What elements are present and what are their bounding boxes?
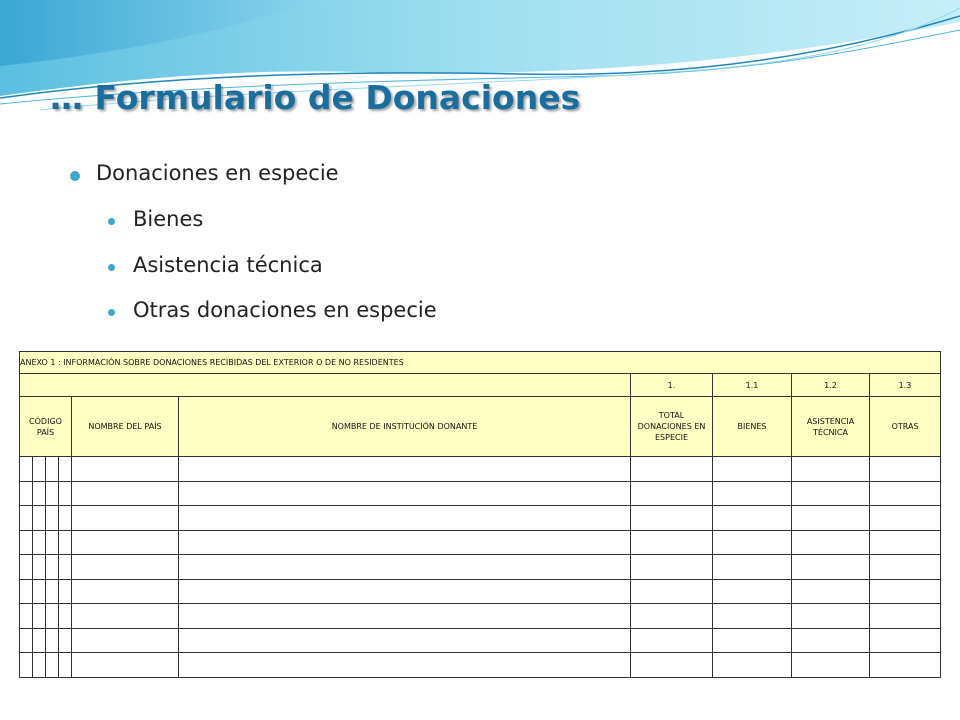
total-cell[interactable] [631, 579, 713, 604]
code-digit-cell[interactable] [46, 530, 59, 555]
institution-cell[interactable] [179, 481, 631, 506]
institution-cell[interactable] [179, 555, 631, 580]
col-number-total: 1. [631, 374, 713, 397]
number-row-spacer [20, 374, 631, 397]
otras-cell[interactable] [870, 530, 941, 555]
col-number-otras: 1.3 [870, 374, 941, 397]
total-cell[interactable] [631, 530, 713, 555]
code-digit-cell[interactable] [20, 530, 33, 555]
table-row [20, 555, 941, 580]
total-cell[interactable] [631, 457, 713, 482]
header-codigo-pais [20, 397, 72, 457]
header-total-donaciones [631, 397, 713, 457]
institution-cell[interactable] [179, 530, 631, 555]
code-digit-cell[interactable] [33, 628, 46, 653]
total-cell[interactable] [631, 628, 713, 653]
donations-form-table [19, 351, 941, 678]
institution-cell[interactable] [179, 653, 631, 678]
bullet-dot-icon [108, 218, 115, 225]
asistencia-cell[interactable] [792, 628, 870, 653]
asistencia-cell[interactable] [792, 481, 870, 506]
bienes-cell[interactable] [713, 628, 792, 653]
bienes-cell[interactable] [713, 481, 792, 506]
code-digit-cell[interactable] [33, 506, 46, 531]
otras-cell[interactable] [870, 506, 941, 531]
country-name-cell[interactable] [72, 628, 179, 653]
code-digit-cell[interactable] [59, 481, 72, 506]
code-digit-cell[interactable] [59, 555, 72, 580]
header-line: DONACIONES EN [637, 422, 706, 431]
bullet-dot-icon [108, 309, 115, 316]
institution-cell[interactable] [179, 506, 631, 531]
bullet-dot-icon [70, 171, 80, 181]
asistencia-cell[interactable] [792, 506, 870, 531]
header-nombre-pais: NOMBRE DEL PAÍS [72, 397, 179, 457]
total-cell[interactable] [631, 653, 713, 678]
table-row [20, 653, 941, 678]
code-digit-cell[interactable] [33, 555, 46, 580]
country-name-cell[interactable] [72, 555, 179, 580]
otras-cell[interactable] [870, 555, 941, 580]
asistencia-cell[interactable] [792, 579, 870, 604]
asistencia-cell[interactable] [792, 530, 870, 555]
otras-cell[interactable] [870, 579, 941, 604]
slide-title: … Formulario de Donaciones [50, 78, 581, 117]
header-asistencia [792, 397, 870, 457]
code-digit-cell[interactable] [33, 579, 46, 604]
country-name-cell[interactable] [72, 506, 179, 531]
code-digit-cell[interactable] [59, 457, 72, 482]
total-cell[interactable] [631, 506, 713, 531]
total-cell[interactable] [631, 604, 713, 629]
code-digit-cell[interactable] [20, 579, 33, 604]
header-line: TÉCNICA [813, 427, 848, 437]
country-name-cell[interactable] [72, 530, 179, 555]
code-digit-cell[interactable] [33, 653, 46, 678]
bullet-text: Bienes [133, 207, 204, 231]
code-digit-cell[interactable] [46, 457, 59, 482]
code-digit-cell[interactable] [59, 653, 72, 678]
bienes-cell[interactable] [713, 555, 792, 580]
col-number-bienes: 1.1 [713, 374, 792, 397]
institution-cell[interactable] [179, 604, 631, 629]
code-digit-cell[interactable] [20, 628, 33, 653]
country-name-cell[interactable] [72, 481, 179, 506]
code-digit-cell[interactable] [20, 604, 33, 629]
code-digit-cell[interactable] [20, 481, 33, 506]
bullet-text: Asistencia técnica [133, 253, 323, 277]
code-digit-cell[interactable] [20, 506, 33, 531]
table-row [20, 506, 941, 531]
bienes-cell[interactable] [713, 604, 792, 629]
form-title: ANEXO 1 : INFORMACIÓN SOBRE DONACIONES RECIBIDAS DEL EXTERIOR O DE NO RESIDENTES [20, 352, 941, 374]
bienes-cell[interactable] [713, 457, 792, 482]
header-line: TOTAL [658, 411, 685, 420]
bienes-cell[interactable] [713, 530, 792, 555]
code-digit-cell[interactable] [46, 604, 59, 629]
code-digit-cell[interactable] [33, 604, 46, 629]
code-digit-cell[interactable] [46, 579, 59, 604]
table-row [20, 530, 941, 555]
code-digit-cell[interactable] [46, 506, 59, 531]
institution-cell[interactable] [179, 457, 631, 482]
bienes-cell[interactable] [713, 506, 792, 531]
table-row [20, 604, 941, 629]
country-name-cell[interactable] [72, 579, 179, 604]
code-digit-cell[interactable] [46, 555, 59, 580]
otras-cell[interactable] [870, 481, 941, 506]
code-digit-cell[interactable] [59, 604, 72, 629]
institution-cell[interactable] [179, 579, 631, 604]
total-cell[interactable] [631, 555, 713, 580]
country-name-cell[interactable] [72, 653, 179, 678]
code-digit-cell[interactable] [20, 653, 33, 678]
header-bienes: BIENES [713, 397, 792, 457]
header-line: PAÍS [36, 427, 55, 437]
code-digit-cell[interactable] [33, 530, 46, 555]
col-number-asistencia: 1.2 [792, 374, 870, 397]
asistencia-cell[interactable] [792, 555, 870, 580]
header-institucion: NOMBRE DE INSTITUCIÓN DONANTE [179, 397, 631, 457]
code-digit-cell[interactable] [46, 481, 59, 506]
code-digit-cell[interactable] [59, 628, 72, 653]
header-line: ESPECIE [654, 433, 688, 442]
bienes-cell[interactable] [713, 579, 792, 604]
code-digit-cell[interactable] [46, 653, 59, 678]
country-name-cell[interactable] [72, 604, 179, 629]
institution-cell[interactable] [179, 628, 631, 653]
asistencia-cell[interactable] [792, 653, 870, 678]
code-digit-cell[interactable] [33, 481, 46, 506]
otras-cell[interactable] [870, 628, 941, 653]
code-digit-cell[interactable] [59, 506, 72, 531]
otras-cell[interactable] [870, 653, 941, 678]
table-row [20, 457, 941, 482]
otras-cell[interactable] [870, 457, 941, 482]
code-digit-cell[interactable] [46, 628, 59, 653]
bullet-text: Donaciones en especie [96, 161, 339, 185]
code-digit-cell[interactable] [59, 579, 72, 604]
table-row [20, 628, 941, 653]
code-digit-cell[interactable] [33, 457, 46, 482]
code-digit-cell[interactable] [20, 555, 33, 580]
table-row [20, 481, 941, 506]
header-line: ASISTENCIA [806, 416, 855, 426]
code-digit-cell[interactable] [59, 530, 72, 555]
header-otras: OTRAS [870, 397, 941, 457]
asistencia-cell[interactable] [792, 604, 870, 629]
asistencia-cell[interactable] [792, 457, 870, 482]
otras-cell[interactable] [870, 604, 941, 629]
table-row [20, 579, 941, 604]
country-name-cell[interactable] [72, 457, 179, 482]
bienes-cell[interactable] [713, 653, 792, 678]
total-cell[interactable] [631, 481, 713, 506]
bullet-text: Otras donaciones en especie [133, 298, 437, 322]
code-digit-cell[interactable] [20, 457, 33, 482]
bullet-dot-icon [108, 264, 115, 271]
header-line: CÓDIGO [29, 416, 62, 426]
